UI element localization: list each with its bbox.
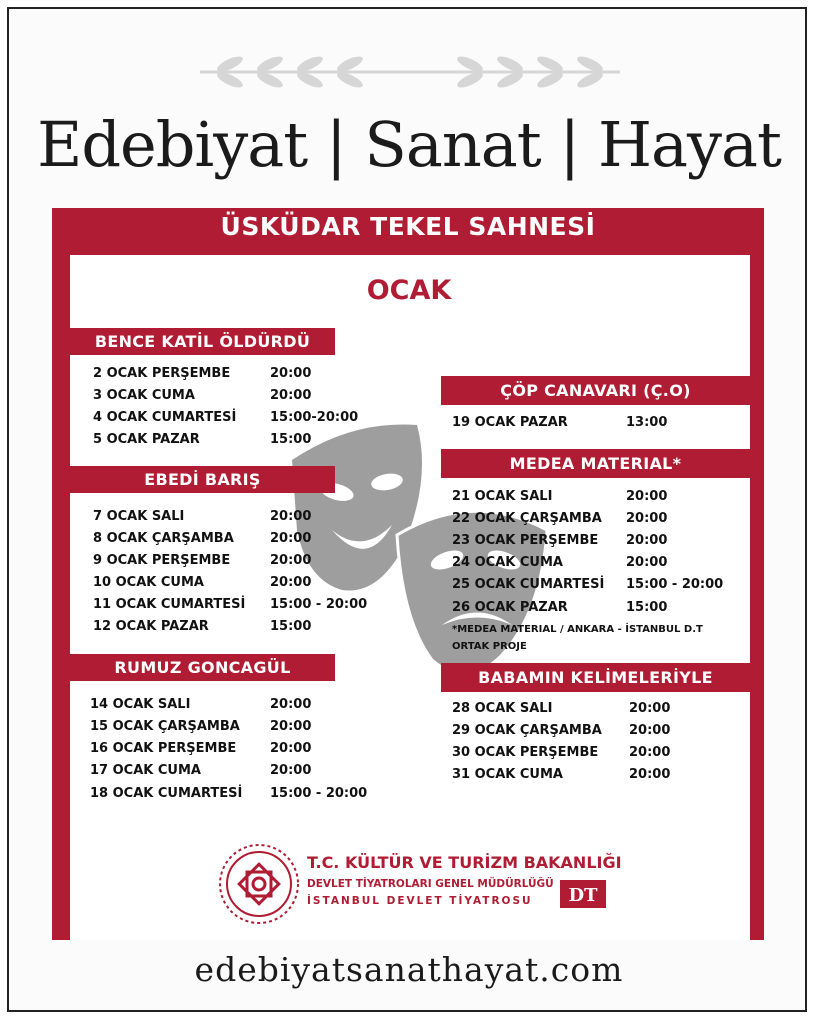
website-url: edebiyatsanathayat.com <box>194 950 624 989</box>
list-item: 29 OCAK ÇARŞAMBA 20:00 <box>452 723 671 738</box>
svg-text:DT: DT <box>568 885 598 906</box>
ministry-seal-icon <box>218 843 300 925</box>
list-item: 26 OCAK PAZAR 15:00 <box>452 600 668 615</box>
headline: Edebiyat | Sanat | Hayat <box>37 108 781 181</box>
show-title-babamin-kelimeleriyle: BABAMIN KELİMELERİYLE <box>441 663 750 692</box>
list-item: 3 OCAK CUMA 20:00 <box>93 388 312 403</box>
list-item: 12 OCAK PAZAR 15:00 <box>93 619 312 634</box>
venue-title: ÜSKÜDAR TEKEL SAHNESİ <box>220 212 596 241</box>
medea-note: *MEDEA MATERIAL / ANKARA - İSTANBUL D.T ORTAK PROJE <box>452 624 703 652</box>
list-item: 23 OCAK PERŞEMBE 20:00 <box>452 533 668 548</box>
show-title-cop-canavari: ÇÖP CANAVARI (Ç.O) <box>441 376 750 405</box>
ministry-name: T.C. KÜLTÜR VE TURİZM BAKANLIĞI <box>307 853 622 872</box>
list-item: 8 OCAK ÇARŞAMBA 20:00 <box>93 531 312 546</box>
list-item: 9 OCAK PERŞEMBE 20:00 <box>93 553 312 568</box>
list-item: 28 OCAK SALI 20:00 <box>452 701 671 716</box>
list-item: 18 OCAK CUMARTESİ 15:00 - 20:00 <box>90 786 368 801</box>
list-item: 21 OCAK SALI 20:00 <box>452 489 668 504</box>
list-item: 4 OCAK CUMARTESİ 15:00-20:00 <box>93 410 359 425</box>
list-item: 25 OCAK CUMARTESİ 15:00 - 20:00 <box>452 577 724 592</box>
dt-logo-icon <box>560 880 606 908</box>
list-item: 16 OCAK PERŞEMBE 20:00 <box>90 741 312 756</box>
list-item: 5 OCAK PAZAR 15:00 <box>93 432 312 447</box>
list-item: 24 OCAK CUMA 20:00 <box>452 555 668 570</box>
show-title-bence-katil-oldurdu: BENCE KATİL ÖLDÜRDÜ <box>70 328 335 355</box>
directorate-name: DEVLET TİYATROLARI GENEL MÜDÜRLÜĞÜ <box>307 878 554 890</box>
show-title-ebedi-baris: EBEDİ BARIŞ <box>70 466 335 493</box>
list-item: 22 OCAK ÇARŞAMBA 20:00 <box>452 511 668 526</box>
list-item: 2 OCAK PERŞEMBE 20:00 <box>93 366 312 381</box>
list-item: 30 OCAK PERŞEMBE 20:00 <box>452 745 671 760</box>
show-title-medea-material: MEDEA MATERIAL* <box>441 449 750 478</box>
list-item: 10 OCAK CUMA 20:00 <box>93 575 312 590</box>
list-item: 7 OCAK SALI 20:00 <box>93 509 312 524</box>
show-title-rumuz-goncagul: RUMUZ GONCAGÜL <box>70 654 335 681</box>
list-item: 11 OCAK CUMARTESİ 15:00 - 20:00 <box>93 597 368 612</box>
theatre-name: İSTANBUL DEVLET TİYATROSU <box>307 895 533 907</box>
list-item: 17 OCAK CUMA 20:00 <box>90 763 312 778</box>
list-item: 15 OCAK ÇARŞAMBA 20:00 <box>90 719 312 734</box>
list-item: 31 OCAK CUMA 20:00 <box>452 767 671 782</box>
list-item: 19 OCAK PAZAR 13:00 <box>452 415 668 430</box>
laurel-ornament-icon <box>190 52 630 92</box>
month-title: OCAK <box>366 275 452 306</box>
list-item: 14 OCAK SALI 20:00 <box>90 697 312 712</box>
